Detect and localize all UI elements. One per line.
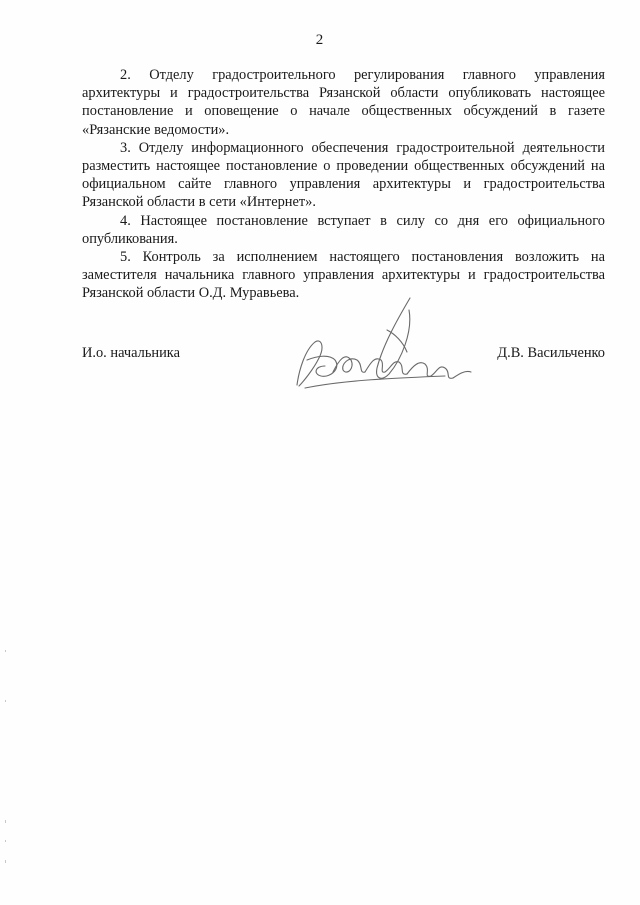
document-body — [82, 66, 605, 303]
page-number: 2 — [315, 32, 325, 48]
signature-block — [82, 345, 605, 385]
paragraph-4: 4. Настоящее постановление вступает в силу со дня его официального опубликования. — [82, 212, 605, 247]
signatory-title: И.о. начальника — [82, 345, 180, 361]
scan-margin-dots — [4, 640, 8, 880]
signatory-name: Д.В. Васильченко — [497, 345, 605, 361]
paragraph-2: 2. Отделу градостроительного регулирования главного управления архитектуры и градостроительства Рязанской области опубликовать настоящее постановление и оповещение о начале общественных обсуждений в газете «Рязанские ведомости». — [82, 67, 605, 138]
paragraph-5: 5. Контроль за исполнением настоящего постановления возложить на заместителя начальника главного управления архитектуры и градостроительства Рязанской области О.Д. Муравьева. — [82, 249, 605, 302]
paragraph-3: 3. Отделу информационного обеспечения градостроительной деятельности разместить настоящее постановление о проведении общественных обсуждений на официальном сайте главного управления архитектуры и градостроительства Рязанской области в сети «Интернет». — [82, 139, 605, 211]
